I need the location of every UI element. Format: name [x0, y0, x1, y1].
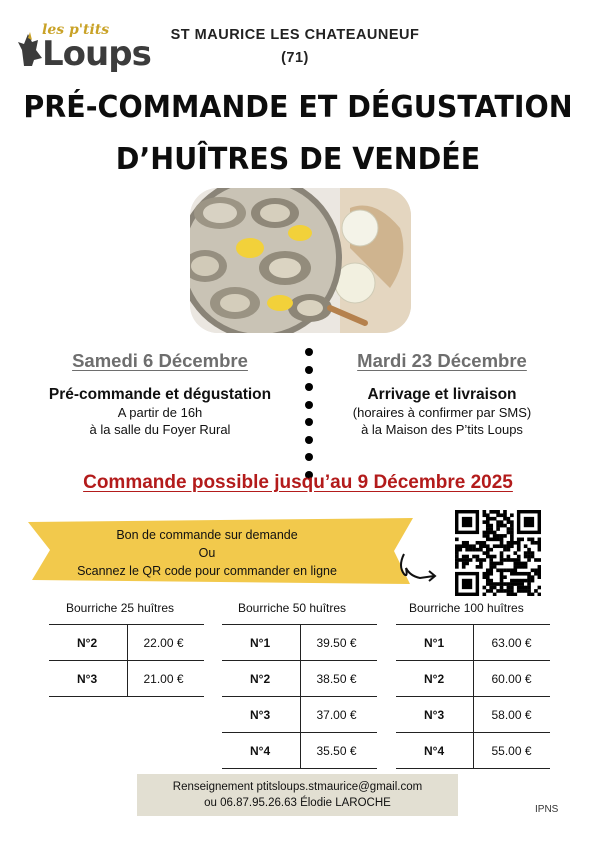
- qr-code-icon[interactable]: [455, 510, 541, 596]
- price-cell: 60.00 €: [491, 671, 532, 686]
- order-banner-line3: Scannez le QR code pour commander en ligne: [77, 564, 337, 578]
- location: [160, 24, 430, 70]
- price-table-50: [222, 624, 377, 769]
- event-left-date: Samedi 6 Décembre: [72, 350, 248, 371]
- event-mardi: [312, 350, 572, 438]
- size-cell: N°1: [396, 625, 473, 661]
- logo: [18, 18, 151, 74]
- title-line2: D’HUÎTRES DE VENDÉE: [115, 142, 481, 177]
- price-cell: 39.50 €: [316, 635, 357, 650]
- size-cell: N°4: [222, 733, 300, 769]
- contact-line1[interactable]: Renseignement ptitsloups.stmaurice@gmail.com: [172, 781, 423, 793]
- order-banner-line2: Ou: [198, 546, 216, 560]
- size-cell: N°3: [222, 697, 300, 733]
- size-cell: N°3: [49, 661, 127, 697]
- title-line1: PRÉ-COMMANDE ET DÉGUSTATION: [23, 90, 573, 125]
- size-cell: N°2: [49, 625, 127, 661]
- table-row: [396, 625, 550, 661]
- price-table-25: [49, 624, 204, 697]
- ipns-note: IPNS: [535, 804, 559, 815]
- table-row: [49, 625, 204, 661]
- table-title-50: Bourriche 50 huîtres: [238, 601, 347, 615]
- order-banner-line1: Bon de commande sur demande: [116, 528, 298, 542]
- event-left-line2: à la salle du Foyer Rural: [89, 422, 231, 437]
- order-banner: [62, 526, 352, 580]
- location-line1: ST MAURICE LES CHATEAUNEUF: [170, 27, 420, 43]
- price-cell: 37.00 €: [316, 707, 357, 722]
- table-row: [396, 697, 550, 733]
- size-cell: N°2: [222, 661, 300, 697]
- price-cell: 58.00 €: [491, 707, 532, 722]
- table-row: [222, 625, 377, 661]
- price-cell: 21.00 €: [143, 671, 184, 686]
- order-deadline: Commande possible jusqu’au 9 Décembre 2025: [83, 472, 513, 493]
- location-line2: (71): [281, 50, 309, 66]
- oyster-platter-image: [190, 188, 411, 333]
- table-title-100: Bourriche 100 huîtres: [409, 601, 524, 615]
- price-cell: 38.50 €: [316, 671, 357, 686]
- price-cell: 22.00 €: [143, 635, 184, 650]
- event-samedi: [30, 350, 290, 438]
- contact-line2[interactable]: ou 06.87.95.26.63 Élodie LAROCHE: [204, 797, 391, 809]
- size-cell: N°2: [396, 661, 473, 697]
- event-right-line1: (horaires à confirmer par SMS): [352, 405, 532, 420]
- logo-main-text: Loups: [42, 34, 151, 74]
- event-right-line2: à la Maison des P’tits Loups: [361, 422, 523, 437]
- table-row: [222, 661, 377, 697]
- table-title-25: Bourriche 25 huîtres: [66, 601, 175, 615]
- event-right-date: Mardi 23 Décembre: [357, 350, 527, 371]
- page-title: [15, 82, 581, 186]
- size-cell: N°3: [396, 697, 473, 733]
- oyster-photo: [190, 188, 411, 333]
- logo-small-text: les p'tits: [42, 22, 110, 38]
- size-cell: N°4: [396, 733, 473, 769]
- price-cell: 55.00 €: [491, 743, 532, 758]
- price-cell: 63.00 €: [491, 635, 532, 650]
- price-cell: 35.50 €: [316, 743, 357, 758]
- table-row: [222, 733, 377, 769]
- table-row: [49, 661, 204, 697]
- table-row: [396, 733, 550, 769]
- price-table-100: [396, 624, 550, 769]
- event-left-line1: A partir de 16h: [117, 405, 203, 420]
- contact-box: [137, 774, 458, 816]
- table-row: [396, 661, 550, 697]
- curly-arrow-icon: [396, 552, 440, 584]
- table-row: [222, 697, 377, 733]
- size-cell: N°1: [222, 625, 300, 661]
- event-left-heading: Pré-commande et dégustation: [48, 386, 272, 403]
- event-right-heading: Arrivage et livraison: [367, 386, 517, 403]
